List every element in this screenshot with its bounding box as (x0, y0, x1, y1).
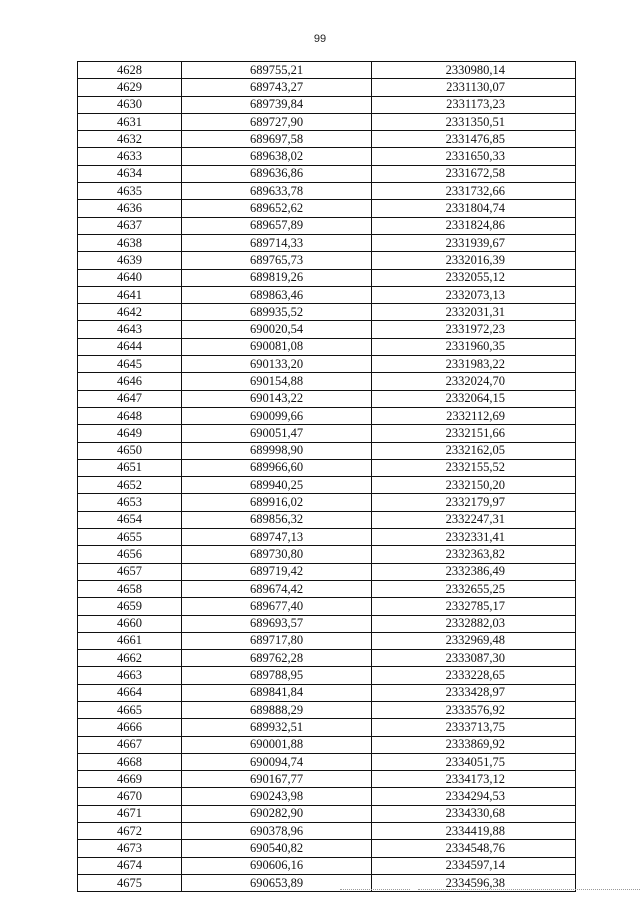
x-coordinate-cell: 689940,25 (182, 477, 372, 494)
x-coordinate-cell: 690094,74 (182, 753, 372, 770)
x-coordinate-cell: 689727,90 (182, 113, 372, 130)
x-coordinate-cell: 689633,78 (182, 183, 372, 200)
point-number-cell: 4653 (78, 494, 182, 511)
point-number-cell: 4636 (78, 200, 182, 217)
y-coordinate-cell: 2332882,03 (372, 615, 576, 632)
footer-rule-right (418, 889, 640, 890)
x-coordinate-cell: 689719,42 (182, 563, 372, 580)
x-coordinate-cell: 690167,77 (182, 771, 372, 788)
y-coordinate-cell: 2332024,70 (372, 373, 576, 390)
table-row (78, 200, 576, 217)
x-coordinate-cell: 690081,08 (182, 338, 372, 355)
y-coordinate-cell: 2333228,65 (372, 667, 576, 684)
y-coordinate-cell: 2332064,15 (372, 390, 576, 407)
x-coordinate-cell: 690099,66 (182, 407, 372, 424)
point-number-cell: 4672 (78, 823, 182, 840)
table-row (78, 286, 576, 303)
table-row (78, 494, 576, 511)
table-row (78, 183, 576, 200)
y-coordinate-cell: 2332155,52 (372, 459, 576, 476)
point-number-cell: 4635 (78, 183, 182, 200)
x-coordinate-cell: 690051,47 (182, 425, 372, 442)
y-coordinate-cell: 2333428,97 (372, 684, 576, 701)
point-number-cell: 4655 (78, 529, 182, 546)
table-row (78, 701, 576, 718)
point-number-cell: 4632 (78, 131, 182, 148)
y-coordinate-cell: 2331732,66 (372, 183, 576, 200)
y-coordinate-cell: 2334173,12 (372, 771, 576, 788)
x-coordinate-cell: 689841,84 (182, 684, 372, 701)
table-row (78, 373, 576, 390)
coordinates-table (77, 61, 576, 892)
x-coordinate-cell: 689677,40 (182, 598, 372, 615)
point-number-cell: 4657 (78, 563, 182, 580)
y-coordinate-cell: 2331824,86 (372, 217, 576, 234)
table-row (78, 615, 576, 632)
table-row (78, 234, 576, 251)
x-coordinate-cell: 689693,57 (182, 615, 372, 632)
x-coordinate-cell: 689714,33 (182, 234, 372, 251)
table-row (78, 857, 576, 874)
x-coordinate-cell: 689717,80 (182, 632, 372, 649)
table-row (78, 442, 576, 459)
table-row (78, 217, 576, 234)
table-row (78, 79, 576, 96)
table-row (78, 321, 576, 338)
y-coordinate-cell: 2331672,58 (372, 165, 576, 182)
point-number-cell: 4640 (78, 269, 182, 286)
table-row (78, 269, 576, 286)
x-coordinate-cell: 689863,46 (182, 286, 372, 303)
table-row (78, 580, 576, 597)
table-row (78, 684, 576, 701)
table-row (78, 546, 576, 563)
y-coordinate-cell: 2331960,35 (372, 338, 576, 355)
x-coordinate-cell: 689657,89 (182, 217, 372, 234)
y-coordinate-cell: 2333087,30 (372, 650, 576, 667)
y-coordinate-cell: 2332969,48 (372, 632, 576, 649)
y-coordinate-cell: 2331939,67 (372, 234, 576, 251)
point-number-cell: 4665 (78, 701, 182, 718)
x-coordinate-cell: 690143,22 (182, 390, 372, 407)
x-coordinate-cell: 689935,52 (182, 304, 372, 321)
table-row (78, 425, 576, 442)
y-coordinate-cell: 2332386,49 (372, 563, 576, 580)
table-row (78, 511, 576, 528)
x-coordinate-cell: 689743,27 (182, 79, 372, 96)
point-number-cell: 4630 (78, 96, 182, 113)
x-coordinate-cell: 689998,90 (182, 442, 372, 459)
y-coordinate-cell: 2331350,51 (372, 113, 576, 130)
x-coordinate-cell: 689765,73 (182, 252, 372, 269)
table-row (78, 252, 576, 269)
table-row (78, 667, 576, 684)
x-coordinate-cell: 689755,21 (182, 62, 372, 79)
y-coordinate-cell: 2334330,68 (372, 805, 576, 822)
y-coordinate-cell: 2332655,25 (372, 580, 576, 597)
point-number-cell: 4674 (78, 857, 182, 874)
table-row (78, 563, 576, 580)
point-number-cell: 4643 (78, 321, 182, 338)
table-row (78, 390, 576, 407)
point-number-cell: 4648 (78, 407, 182, 424)
x-coordinate-cell: 690378,96 (182, 823, 372, 840)
y-coordinate-cell: 2332073,13 (372, 286, 576, 303)
point-number-cell: 4661 (78, 632, 182, 649)
point-number-cell: 4649 (78, 425, 182, 442)
table-row (78, 113, 576, 130)
y-coordinate-cell: 2333713,75 (372, 719, 576, 736)
y-coordinate-cell: 2331650,33 (372, 148, 576, 165)
y-coordinate-cell: 2332150,20 (372, 477, 576, 494)
x-coordinate-cell: 690653,89 (182, 874, 372, 891)
table-row (78, 771, 576, 788)
point-number-cell: 4670 (78, 788, 182, 805)
point-number-cell: 4637 (78, 217, 182, 234)
point-number-cell: 4675 (78, 874, 182, 891)
x-coordinate-cell: 689762,28 (182, 650, 372, 667)
point-number-cell: 4659 (78, 598, 182, 615)
point-number-cell: 4639 (78, 252, 182, 269)
point-number-cell: 4660 (78, 615, 182, 632)
point-number-cell: 4645 (78, 356, 182, 373)
x-coordinate-cell: 690133,20 (182, 356, 372, 373)
table-row (78, 598, 576, 615)
x-coordinate-cell: 689819,26 (182, 269, 372, 286)
table-row (78, 459, 576, 476)
table-row (78, 96, 576, 113)
x-coordinate-cell: 689730,80 (182, 546, 372, 563)
point-number-cell: 4668 (78, 753, 182, 770)
y-coordinate-cell: 2334596,38 (372, 874, 576, 891)
x-coordinate-cell: 690020,54 (182, 321, 372, 338)
x-coordinate-cell: 689636,86 (182, 165, 372, 182)
y-coordinate-cell: 2333576,92 (372, 701, 576, 718)
table-row (78, 529, 576, 546)
table-row (78, 338, 576, 355)
y-coordinate-cell: 2332055,12 (372, 269, 576, 286)
x-coordinate-cell: 690154,88 (182, 373, 372, 390)
point-number-cell: 4644 (78, 338, 182, 355)
point-number-cell: 4658 (78, 580, 182, 597)
y-coordinate-cell: 2332785,17 (372, 598, 576, 615)
point-number-cell: 4646 (78, 373, 182, 390)
table-row (78, 805, 576, 822)
y-coordinate-cell: 2333869,92 (372, 736, 576, 753)
point-number-cell: 4638 (78, 234, 182, 251)
table-row (78, 304, 576, 321)
x-coordinate-cell: 689856,32 (182, 511, 372, 528)
y-coordinate-cell: 2331476,85 (372, 131, 576, 148)
point-number-cell: 4633 (78, 148, 182, 165)
table-row (78, 148, 576, 165)
point-number-cell: 4666 (78, 719, 182, 736)
x-coordinate-cell: 689747,13 (182, 529, 372, 546)
y-coordinate-cell: 2330980,14 (372, 62, 576, 79)
x-coordinate-cell: 689674,42 (182, 580, 372, 597)
x-coordinate-cell: 689739,84 (182, 96, 372, 113)
point-number-cell: 4669 (78, 771, 182, 788)
table-row (78, 650, 576, 667)
table-row (78, 823, 576, 840)
point-number-cell: 4631 (78, 113, 182, 130)
y-coordinate-cell: 2332031,31 (372, 304, 576, 321)
point-number-cell: 4629 (78, 79, 182, 96)
y-coordinate-cell: 2331130,07 (372, 79, 576, 96)
table-row (78, 719, 576, 736)
point-number-cell: 4656 (78, 546, 182, 563)
point-number-cell: 4634 (78, 165, 182, 182)
coordinates-table-body (78, 62, 576, 892)
point-number-cell: 4671 (78, 805, 182, 822)
footer-rule-left (340, 889, 410, 890)
y-coordinate-cell: 2332162,05 (372, 442, 576, 459)
table-row (78, 131, 576, 148)
x-coordinate-cell: 690243,98 (182, 788, 372, 805)
y-coordinate-cell: 2334548,76 (372, 840, 576, 857)
table-row (78, 62, 576, 79)
x-coordinate-cell: 689932,51 (182, 719, 372, 736)
x-coordinate-cell: 690606,16 (182, 857, 372, 874)
table-row (78, 788, 576, 805)
table-row (78, 753, 576, 770)
x-coordinate-cell: 690001,88 (182, 736, 372, 753)
table-row (78, 477, 576, 494)
y-coordinate-cell: 2334597,14 (372, 857, 576, 874)
x-coordinate-cell: 689888,29 (182, 701, 372, 718)
table-row (78, 632, 576, 649)
point-number-cell: 4628 (78, 62, 182, 79)
y-coordinate-cell: 2331983,22 (372, 356, 576, 373)
y-coordinate-cell: 2332016,39 (372, 252, 576, 269)
point-number-cell: 4662 (78, 650, 182, 667)
point-number-cell: 4654 (78, 511, 182, 528)
point-number-cell: 4673 (78, 840, 182, 857)
point-number-cell: 4664 (78, 684, 182, 701)
table-row (78, 736, 576, 753)
point-number-cell: 4647 (78, 390, 182, 407)
x-coordinate-cell: 689638,02 (182, 148, 372, 165)
x-coordinate-cell: 689697,58 (182, 131, 372, 148)
point-number-cell: 4650 (78, 442, 182, 459)
point-number-cell: 4663 (78, 667, 182, 684)
page-number: 99 (313, 33, 327, 45)
y-coordinate-cell: 2332247,31 (372, 511, 576, 528)
y-coordinate-cell: 2334419,88 (372, 823, 576, 840)
point-number-cell: 4641 (78, 286, 182, 303)
y-coordinate-cell: 2332331,41 (372, 529, 576, 546)
point-number-cell: 4667 (78, 736, 182, 753)
table-row (78, 165, 576, 182)
x-coordinate-cell: 689966,60 (182, 459, 372, 476)
table-row (78, 840, 576, 857)
y-coordinate-cell: 2331972,23 (372, 321, 576, 338)
y-coordinate-cell: 2332112,69 (372, 407, 576, 424)
table-row (78, 407, 576, 424)
point-number-cell: 4642 (78, 304, 182, 321)
table-row (78, 356, 576, 373)
y-coordinate-cell: 2332363,82 (372, 546, 576, 563)
y-coordinate-cell: 2334051,75 (372, 753, 576, 770)
x-coordinate-cell: 689652,62 (182, 200, 372, 217)
x-coordinate-cell: 690282,90 (182, 805, 372, 822)
x-coordinate-cell: 689788,95 (182, 667, 372, 684)
y-coordinate-cell: 2331173,23 (372, 96, 576, 113)
y-coordinate-cell: 2332179,97 (372, 494, 576, 511)
x-coordinate-cell: 689916,02 (182, 494, 372, 511)
point-number-cell: 4652 (78, 477, 182, 494)
y-coordinate-cell: 2332151,66 (372, 425, 576, 442)
y-coordinate-cell: 2331804,74 (372, 200, 576, 217)
point-number-cell: 4651 (78, 459, 182, 476)
x-coordinate-cell: 690540,82 (182, 840, 372, 857)
y-coordinate-cell: 2334294,53 (372, 788, 576, 805)
